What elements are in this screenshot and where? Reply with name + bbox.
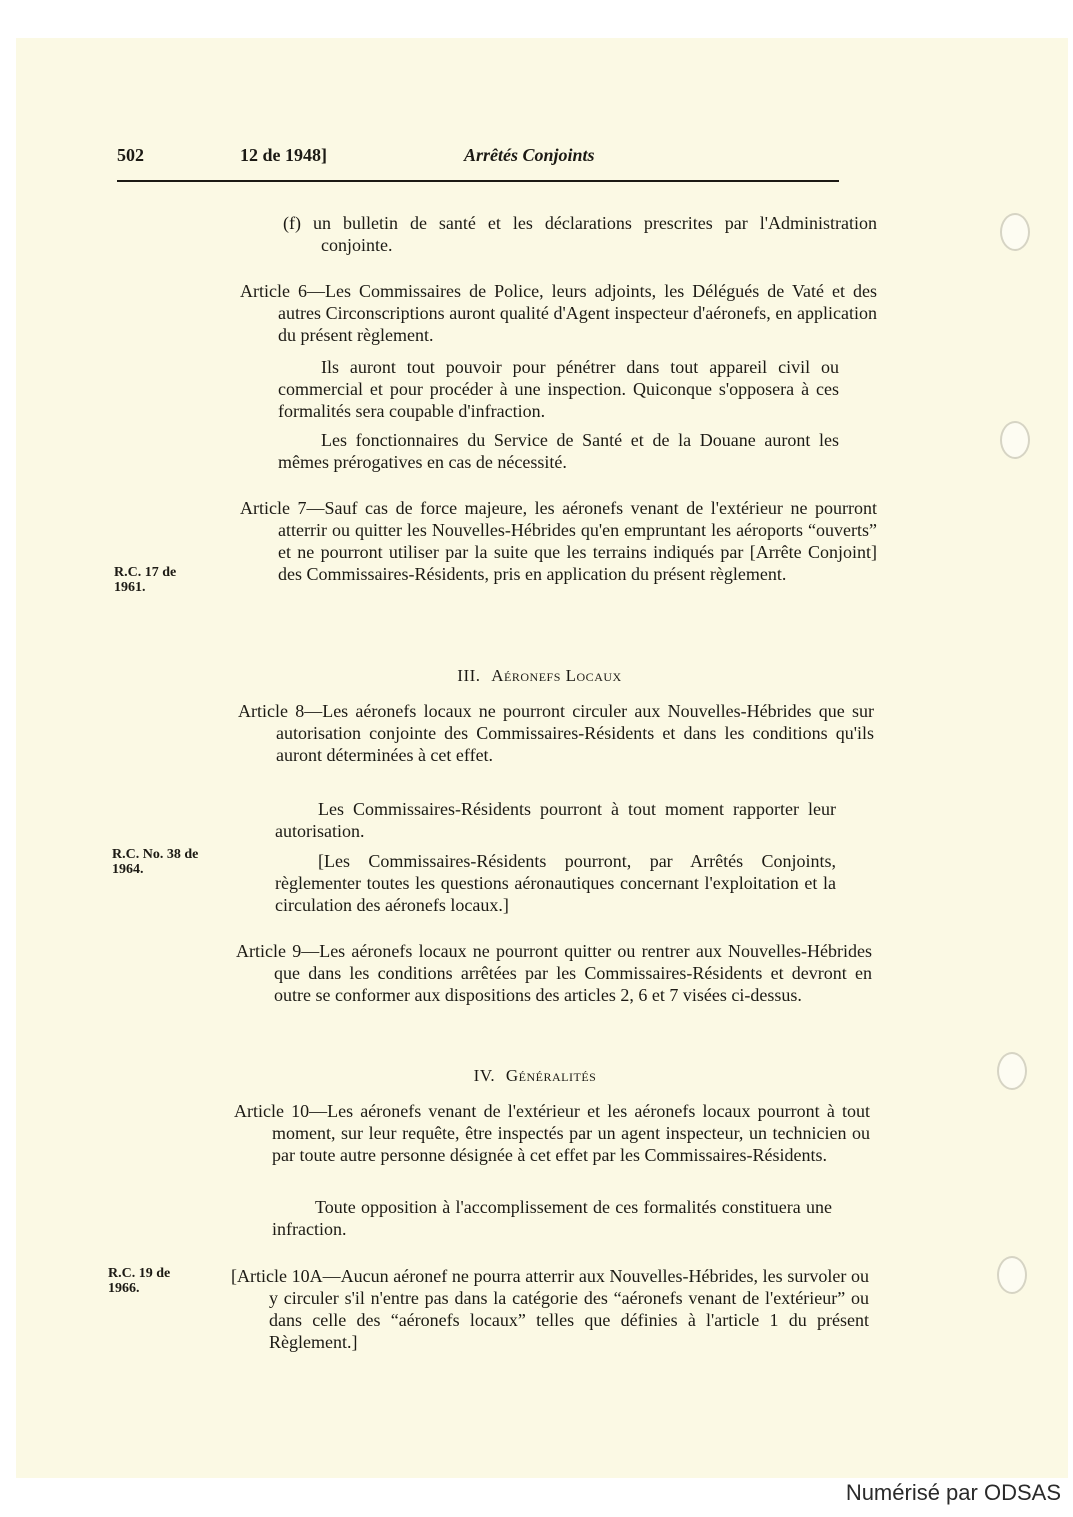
item-f: (f) un bulletin de santé et les déclarations prescrites par l'Administration conjointe. bbox=[283, 213, 877, 255]
article-6: Article 6—Les Commissaires de Police, leurs adjoints, les Délégués de Vaté et des autres Circonscriptions auront qualité d'Agent inspecteur d'aéronefs, en application du présent règlement. bbox=[240, 281, 877, 345]
section-4-number: IV. bbox=[473, 1066, 496, 1085]
punch-hole-1 bbox=[1000, 213, 1030, 251]
article-6-para-2: Ils auront tout pouvoir pour pénétrer dans tout appareil civil ou commercial et pour procéder à une inspection. Quiconque s'opposera à ces formalités sera coupable d'infraction. bbox=[278, 357, 839, 421]
running-title: Arrêtés Conjoints bbox=[464, 145, 595, 165]
page-number: 502 bbox=[117, 145, 144, 165]
section-4-title: Généralités bbox=[505, 1066, 597, 1085]
punch-hole-2 bbox=[1000, 421, 1030, 459]
article-9: Article 9—Les aéronefs locaux ne pourront quitter ou rentrer aux Nouvelles-Hébrides que dans les conditions arrêtées par les Commissaires-Résidents et devront en outre se conformer aux dispositions des articles 2, 6 et 7 visées ci-dessus. bbox=[236, 941, 872, 1005]
margin-note-rc38: R.C. No. 38 de 1964. bbox=[112, 847, 199, 877]
article-8: Article 8—Les aéronefs locaux ne pourront circuler aux Nouvelles-Hébrides que sur autorisation conjointe des Commissaires-Résidents et dans les conditions qu'ils auront déterminées à cet effet. bbox=[238, 701, 874, 765]
section-3-number: III. bbox=[457, 666, 481, 685]
section-4-heading bbox=[236, 1066, 834, 1086]
section-3-heading bbox=[240, 666, 839, 686]
ordinance-reference: 12 de 1948] bbox=[240, 145, 327, 165]
margin-note-rc19: R.C. 19 de 1966. bbox=[108, 1266, 171, 1296]
article-8-para-3: [Les Commissaires-Résidents pourront, par Arrêtés Conjoints, règlementer toutes les questions aéronautiques concernant l'exploitation et la circulation des aéronefs locaux.] bbox=[275, 851, 836, 915]
margin-note-rc17: R.C. 17 de 1961. bbox=[114, 565, 177, 595]
punch-hole-4 bbox=[997, 1256, 1027, 1294]
article-6-para-3: Les fonctionnaires du Service de Santé et de la Douane auront les mêmes prérogatives en cas de nécessité. bbox=[278, 430, 839, 472]
article-8-para-2: Les Commissaires-Résidents pourront à tout moment rapporter leur autorisation. bbox=[275, 799, 836, 841]
section-3-title: Aéronefs Locaux bbox=[491, 666, 622, 685]
punch-hole-3 bbox=[997, 1052, 1027, 1090]
digitization-credit: Numérisé par ODSAS bbox=[845, 1480, 1061, 1505]
article-10-para-2: Toute opposition à l'accomplissement de ces formalités constituera une infraction. bbox=[272, 1197, 832, 1239]
article-10: Article 10—Les aéronefs venant de l'extérieur et les aéronefs locaux pourront à tout moment, sur leur requête, être inspectés par un agent inspecteur, un technicien ou par toute autre personne désignée à cet effet par les Commissaires-Résidents. bbox=[234, 1101, 870, 1165]
article-10a: [Article 10A—Aucun aéronef ne pourra atterrir aux Nouvelles-Hébrides, les survoler ou y circuler s'il n'entre pas dans la catégorie des “aéronefs venant de l'extérieur” ou dans celle des “aéronefs locaux” telles que définies à l'article 1 du présent Règlement.] bbox=[231, 1266, 869, 1352]
header-rule bbox=[117, 180, 839, 182]
article-7: Article 7—Sauf cas de force majeure, les aéronefs venant de l'extérieur ne pourront atterrir ou quitter les Nouvelles-Hébrides qu'en empruntant les aéroports “ouverts” et ne pourront utiliser par la suite que les terrains indiqués par [Arrête Conjoint] des Commissaires-Résidents, pris en application du présent règlement. bbox=[240, 498, 877, 584]
